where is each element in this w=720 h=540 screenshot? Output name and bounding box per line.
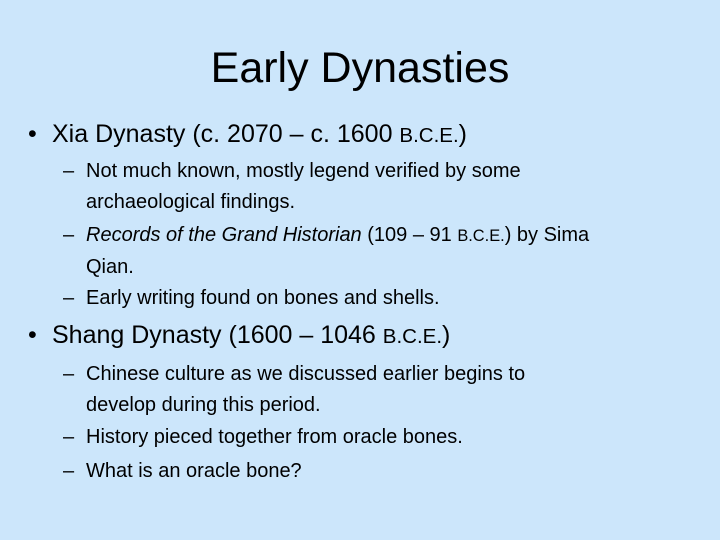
sub-bullet-not-much-known	[63, 156, 713, 218]
dash-marker: –	[63, 287, 75, 309]
bullet-text: Shang Dynasty (1600 – 1046	[52, 321, 383, 349]
sub-bullet-line1: Chinese culture as we discussed earlier begins to	[86, 363, 526, 385]
dash-marker: –	[63, 224, 75, 246]
sub-bullet-line1: History pieced together from oracle bones.	[86, 426, 463, 448]
sub-bullet-history-pieced	[63, 422, 713, 453]
sub-bullet-line1: Early writing found on bones and shells.	[86, 287, 440, 309]
sub-bullet-early-writing	[63, 283, 713, 314]
sub-bullet-records	[63, 220, 713, 283]
dash-marker: –	[63, 363, 75, 385]
dash-marker: –	[63, 426, 75, 448]
dash-marker: –	[63, 460, 75, 482]
bullet-text: Xia Dynasty (c. 2070 – c. 1600	[52, 120, 400, 148]
dash-marker: –	[63, 160, 75, 182]
book-title: Records of the Grand Historian	[86, 224, 362, 246]
slide-title: Early Dynasties	[210, 44, 510, 92]
sub-bullet-line2: Qian.	[86, 256, 134, 278]
bullet-dot: •	[28, 321, 37, 349]
bullet-text-end: )	[442, 321, 451, 349]
sub-bullet-oracle-bone	[63, 456, 713, 487]
sub-bullet-chinese-culture	[63, 359, 713, 421]
sub-text: (109 – 91	[361, 224, 458, 246]
sub-bullet-line2: develop during this period.	[86, 394, 321, 416]
sub-bullet-line2: archaeological findings.	[86, 191, 296, 213]
bullet-dot: •	[28, 120, 37, 148]
sub-bullet-line1: What is an oracle bone?	[86, 460, 302, 482]
bullet-text-end: )	[458, 120, 467, 148]
bullet-shang-dynasty	[28, 320, 450, 352]
sub-bullet-line1	[63, 220, 713, 252]
era-label: B.C.E.	[399, 124, 459, 147]
era-label: B.C.E.	[457, 227, 505, 245]
bullet-xia-dynasty	[28, 119, 467, 151]
sub-text-end: ) by Sima	[504, 224, 590, 246]
sub-bullet-line1: Not much known, mostly legend verified by some	[86, 160, 521, 182]
era-label: B.C.E.	[382, 325, 443, 348]
